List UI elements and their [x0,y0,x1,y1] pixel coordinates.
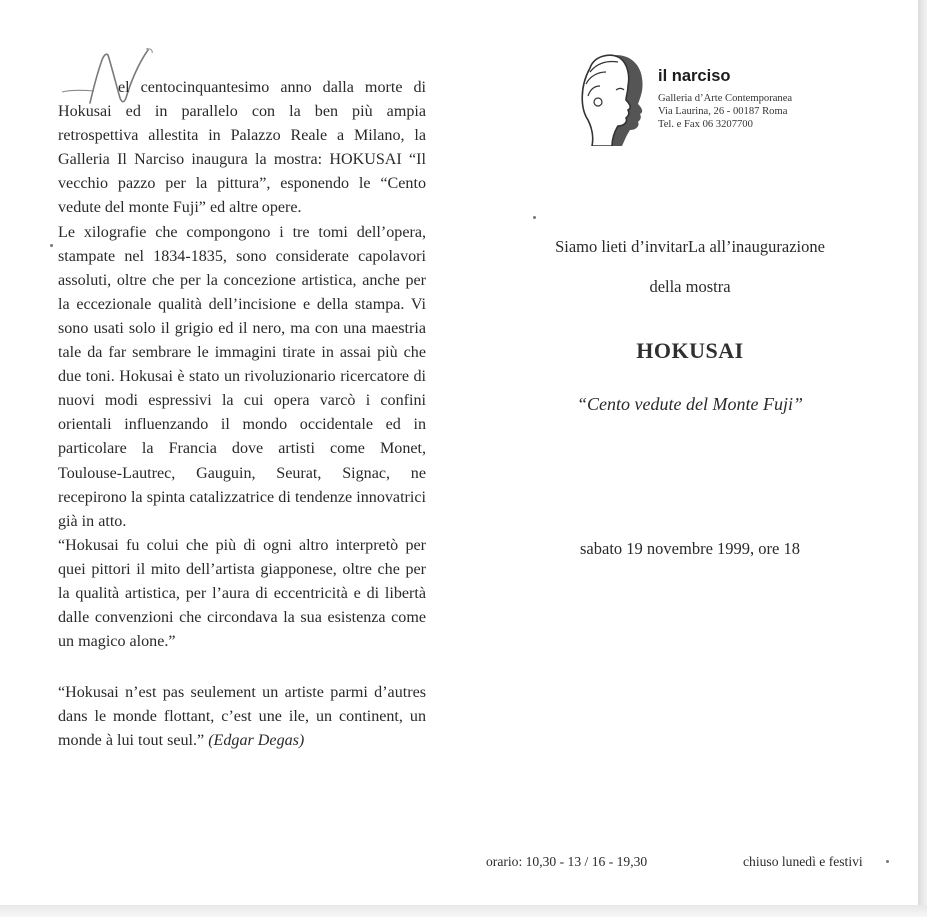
gallery-subtitle: Galleria d’Arte Contemporanea [658,93,793,104]
gallery-address: Via Laurina, 26 - 00187 Roma [658,106,788,118]
gallery-address-block [658,92,792,132]
exhibition-subtitle: “Cento vedute del Monte Fuji” [577,394,803,414]
page-edge-shadow [918,0,927,917]
exhibition-title: HOKUSAI [636,338,744,363]
paper-speck [50,244,53,247]
invitation-intro: Siamo lieti d’invitarLa all’inaugurazione [555,237,825,256]
paper-speck [533,216,536,219]
quote-paragraph: “Hokusai fu colui che più di ogni altro interpretò per quei pittori il mito dell’artista giapponese, oltre che per la qualità artistica, per l’aura di eccentricità e di libertà dalle convenzioni che circondava la sua esistenza come un magico alone.” [58,536,426,651]
woodcut-paragraph: Le xilografie che compongono i tre tomi dell’opera, stampate nel 1834-1835, sono considerate capolavori assoluti, oltre che per la concezione artistica, anche per la eccezionale qualità dell’incisione e della stampa. Vi sono usati solo il grigio ed il nero, ma con una maestria tale da far sembrare le immagini tirate in assai più che due toni. Hokusai è stato un rivoluzionario ricercatore di nuovi modi espressivi la cui opera varcò i confini orientali influenzando il mondo occidentale ed in particolare la Francia dove artisti come Monet, Toulouse-Lautrec, Gauguin, Seurat, Signac, ne recepirono la spinta catalizzatrice di tendenze innovatrici già in atto. [58,223,426,530]
paper-speck [886,860,889,863]
degas-quote-author: (Edgar Degas) [208,732,305,750]
opening-date: sabato 19 novembre 1999, ore 18 [580,539,800,558]
left-column-text [58,76,426,754]
invitation-mostra: della mostra [649,277,731,296]
narciso-logo-icon [576,50,648,146]
closed-days: chiuso lunedì e festivi [743,854,863,869]
bottom-edge-shadow [0,905,927,917]
degas-quote [58,681,426,753]
opening-hours: orario: 10,30 - 13 / 16 - 19,30 [486,854,648,869]
degas-quote-text: “Hokusai n’est pas seulement un artiste parmi d’autres dans le monde flottant, c’est une ile, un continent, un monde à lui tout seul.” [58,684,426,750]
gallery-name: il narciso [658,67,731,85]
intro-paragraph: el centocinquantesimo anno dalla morte di Hokusai ed in parallelo con la ben più ampia retrospettiva allestita in Palazzo Reale a Milano, la Galleria Il Narciso inaugura la mostra: HOKUSAI “Il vecchio pazzo per la pittura”, esponendo le “Cento vedute del monte Fuji” ed altre opere. [58,79,426,217]
gallery-phone: Tel. e Fax 06 3207700 [658,119,753,131]
